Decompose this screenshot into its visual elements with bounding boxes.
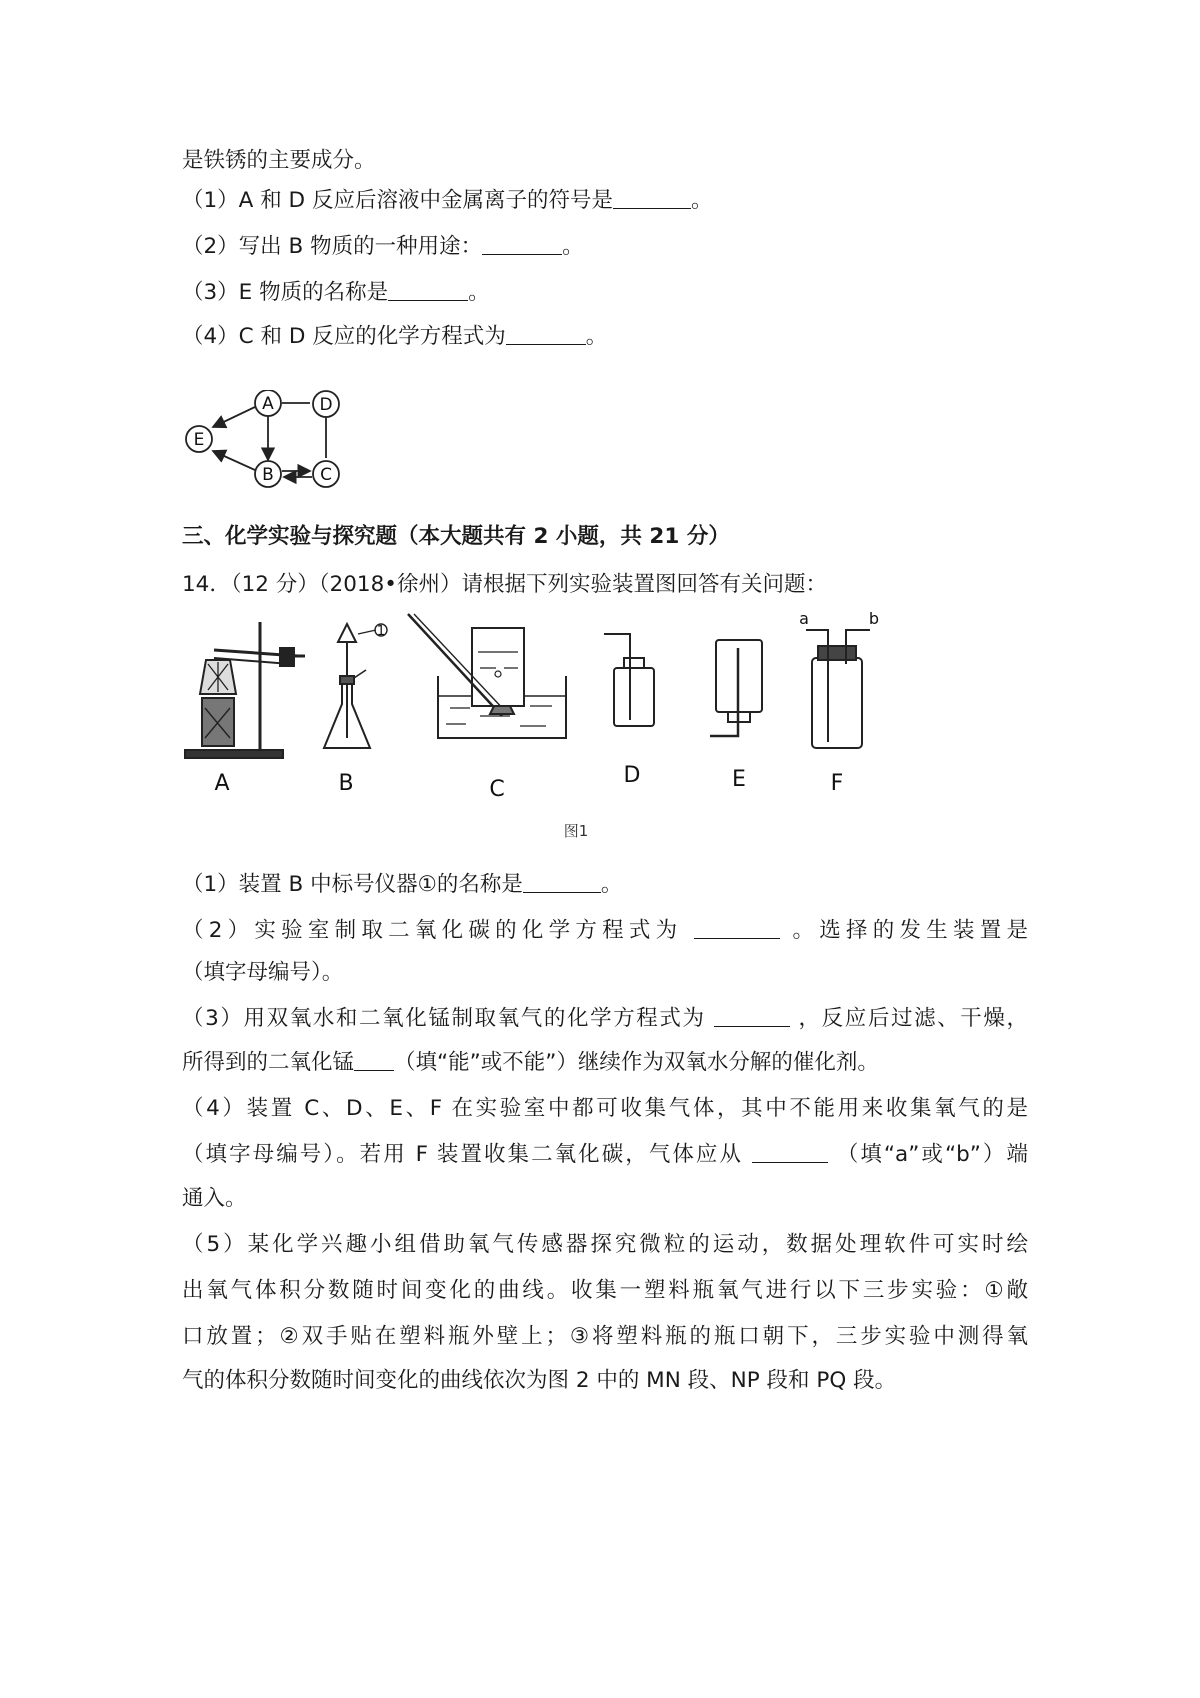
q14-part3-text-a: （3）用双氧水和二氧化锰制取氧气的化学方程式为 bbox=[182, 1006, 706, 1031]
mark-1: 1 bbox=[376, 624, 386, 639]
q14-part5-line3: 口放置；②双手贴在塑料瓶外壁上；③将塑料瓶的瓶口朝下，三步实验中测得氧 bbox=[182, 1324, 1028, 1349]
q14-part3-text-d: （填“能”或不能”）继续作为双氧水分解的催化剂。 bbox=[394, 1050, 879, 1075]
clamp bbox=[280, 648, 294, 666]
node-b-label: B bbox=[262, 465, 274, 485]
q14-part1-end: 。 bbox=[600, 872, 623, 897]
label-c: C bbox=[489, 777, 505, 802]
bottle-d bbox=[614, 668, 654, 726]
label-b: B bbox=[338, 771, 354, 796]
answer-blank[interactable] bbox=[523, 870, 601, 893]
label-d: D bbox=[623, 763, 641, 788]
q14-part1-text: （1）装置 B 中标号仪器①的名称是 bbox=[182, 872, 523, 897]
label-f: F bbox=[830, 771, 844, 796]
tube-label-b: b bbox=[868, 612, 880, 628]
apparatus-f bbox=[806, 630, 870, 748]
section-title: 三、化学实验与探究题（本大题共有 2 小题，共 21 分） bbox=[182, 524, 730, 549]
arrow-b-e bbox=[213, 451, 255, 470]
q14-part3-text-b: ，反应后过滤、干燥， bbox=[798, 1006, 1028, 1031]
q14-part2-text-a: （2）实验室制取二氧化碳的化学方程式为 bbox=[182, 918, 683, 943]
q14-header: 14．（12 分）（2018•徐州）请根据下列实验装置图回答有关问题： bbox=[182, 572, 827, 597]
answer-blank[interactable] bbox=[752, 1140, 828, 1163]
q13-part1 bbox=[182, 186, 712, 216]
answer-blank[interactable] bbox=[354, 1048, 394, 1071]
q13-part3-end: 。 bbox=[468, 280, 490, 305]
q13-part4-end: 。 bbox=[585, 324, 608, 349]
lab-apparatus-figure bbox=[180, 612, 960, 852]
q13-part4-text: （4）C 和 D 反应的化学方程式为 bbox=[182, 324, 506, 349]
answer-blank[interactable] bbox=[506, 322, 586, 345]
label-leader bbox=[358, 630, 376, 634]
bottle-f-stopper bbox=[818, 646, 856, 660]
apparatus-e bbox=[710, 640, 762, 736]
tube-label-a: a bbox=[799, 612, 809, 628]
q14-part5-line1: （5）某化学兴趣小组借助氧气传感器探究微粒的运动，数据处理软件可实时绘 bbox=[182, 1232, 1028, 1257]
apparatus-a bbox=[185, 622, 305, 758]
answer-blank[interactable] bbox=[388, 278, 468, 301]
figure-caption: 图1 bbox=[563, 822, 589, 840]
stopper bbox=[340, 676, 354, 684]
answer-blank[interactable] bbox=[714, 1004, 790, 1027]
q13-part3-text: （3）E 物质的名称是 bbox=[182, 280, 389, 305]
node-c-label: C bbox=[320, 465, 332, 485]
q14-part5-line4: 气的体积分数随时间变化的曲线依次为图 2 中的 MN 段、NP 段和 PQ 段。 bbox=[182, 1368, 897, 1393]
q13-part3 bbox=[182, 278, 490, 308]
q14-part3-text-c: 所得到的二氧化锰 bbox=[182, 1050, 355, 1075]
q13-intro-tail: 是铁锈的主要成分。 bbox=[182, 148, 376, 173]
q14-part5-line2: 出氧气体积分数随时间变化的曲线。收集一塑料瓶氧气进行以下三步实验：①敞 bbox=[182, 1278, 1028, 1303]
delivery-tube bbox=[354, 670, 366, 678]
answer-blank[interactable] bbox=[482, 232, 562, 255]
q14-part4-text-a: （填字母编号）。若用 F 装置收集二氧化碳，气体应从 bbox=[182, 1142, 744, 1167]
node-d-label: D bbox=[319, 395, 333, 415]
q14-part3-line1 bbox=[182, 1004, 1028, 1034]
q14-part3-line2 bbox=[182, 1048, 879, 1078]
answer-blank[interactable] bbox=[694, 916, 780, 939]
q14-part4-text-b: （填“a”或“b”）端 bbox=[836, 1142, 1028, 1167]
q14-part2-text-b: 。选择的发生装置是 bbox=[792, 918, 1028, 943]
gas-collection-bottle bbox=[472, 628, 524, 706]
label-a: A bbox=[214, 771, 230, 796]
label-e: E bbox=[732, 767, 746, 792]
q14-part2-line2: （填字母编号）。 bbox=[182, 960, 344, 985]
q14-part1 bbox=[182, 870, 622, 900]
q14-part2-line1 bbox=[182, 916, 1028, 946]
q13-part2-text: （2）写出 B 物质的一种用途： bbox=[182, 234, 483, 259]
apparatus-c bbox=[408, 614, 566, 738]
arrow-a-e bbox=[213, 407, 255, 427]
bottle-stand bbox=[490, 706, 514, 714]
q13-relation-diagram bbox=[182, 390, 362, 500]
stand-base bbox=[185, 750, 283, 758]
q13-part4 bbox=[182, 322, 607, 352]
q13-part2 bbox=[182, 232, 584, 262]
bottle-f bbox=[812, 658, 862, 748]
apparatus-d bbox=[604, 634, 654, 726]
node-e-label: E bbox=[193, 430, 205, 450]
q14-part4-line3: 通入。 bbox=[182, 1186, 247, 1211]
q13-part1-text: （1）A 和 D 反应后溶液中金属离子的符号是 bbox=[182, 188, 613, 213]
q14-part4-line1: （4）装置 C、D、E、F 在实验室中都可收集气体，其中不能用来收集氧气的是 bbox=[182, 1096, 1028, 1121]
answer-blank[interactable] bbox=[613, 186, 691, 209]
q13-part2-end: 。 bbox=[562, 234, 584, 259]
bottle-d-neck bbox=[624, 658, 644, 668]
node-a-label: A bbox=[262, 394, 274, 414]
q14-part4-line2 bbox=[182, 1140, 1028, 1170]
separatory-funnel bbox=[338, 624, 356, 642]
q13-part1-end: 。 bbox=[690, 188, 713, 213]
apparatus-b bbox=[324, 624, 387, 748]
